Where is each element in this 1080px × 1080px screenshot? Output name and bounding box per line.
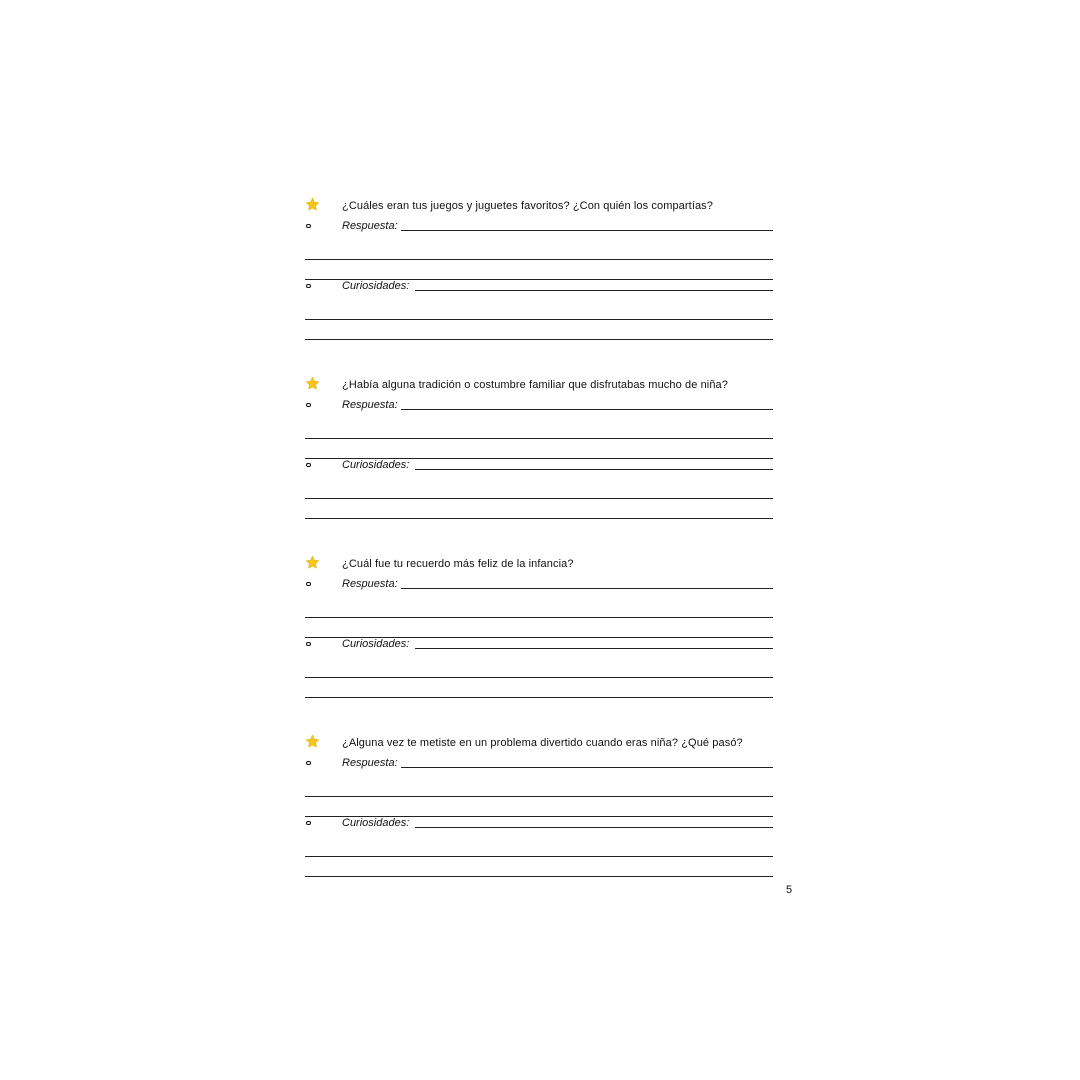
- notes-line[interactable]: [305, 499, 773, 519]
- notes-line[interactable]: [305, 479, 773, 499]
- answer-field-row[interactable]: [305, 399, 773, 419]
- star-icon: [305, 734, 320, 749]
- answer-label: Respuesta:: [342, 399, 398, 411]
- bullet-icon: [306, 403, 311, 407]
- star-icon: [305, 555, 320, 570]
- question-row: [305, 558, 773, 578]
- question-section-1: [305, 200, 773, 340]
- question-row: [305, 737, 773, 757]
- notes-label: Curiosidades:: [342, 817, 410, 829]
- notes-line[interactable]: [305, 300, 773, 320]
- question-text: ¿Cuál fue tu recuerdo más feliz de la infancia?: [342, 558, 574, 570]
- answer-label: Respuesta:: [342, 578, 398, 590]
- notes-label: Curiosidades:: [342, 280, 410, 292]
- notes-line[interactable]: [305, 857, 773, 877]
- notes-line[interactable]: [305, 320, 773, 340]
- answer-first-line[interactable]: [401, 230, 773, 231]
- notes-field-row[interactable]: [305, 817, 773, 837]
- notes-label: Curiosidades:: [342, 638, 410, 650]
- answer-field-row[interactable]: [305, 220, 773, 240]
- bullet-icon: [306, 761, 311, 765]
- answer-field-row[interactable]: [305, 757, 773, 777]
- answer-line[interactable]: [305, 419, 773, 439]
- notes-field-row[interactable]: [305, 459, 773, 479]
- answer-first-line[interactable]: [401, 767, 773, 768]
- star-icon: [305, 376, 320, 391]
- question-row: [305, 200, 773, 220]
- question-section-2: [305, 379, 773, 519]
- bullet-icon: [306, 284, 311, 288]
- notes-line[interactable]: [305, 658, 773, 678]
- bullet-icon: [306, 642, 311, 646]
- answer-first-line[interactable]: [401, 588, 773, 589]
- notes-first-line[interactable]: [415, 648, 773, 649]
- notes-first-line[interactable]: [415, 290, 773, 291]
- star-icon: [305, 197, 320, 212]
- answer-line[interactable]: [305, 618, 773, 638]
- bullet-icon: [306, 463, 311, 467]
- question-section-3: [305, 558, 773, 698]
- answer-label: Respuesta:: [342, 757, 398, 769]
- question-text: ¿Alguna vez te metiste en un problema divertido cuando eras niña? ¿Qué pasó?: [342, 737, 743, 749]
- answer-line[interactable]: [305, 797, 773, 817]
- bullet-icon: [306, 821, 311, 825]
- answer-line[interactable]: [305, 439, 773, 459]
- notes-line[interactable]: [305, 837, 773, 857]
- notes-first-line[interactable]: [415, 469, 773, 470]
- answer-line[interactable]: [305, 240, 773, 260]
- answer-first-line[interactable]: [401, 409, 773, 410]
- answer-line[interactable]: [305, 598, 773, 618]
- notes-field-row[interactable]: [305, 280, 773, 300]
- answer-line[interactable]: [305, 777, 773, 797]
- notes-first-line[interactable]: [415, 827, 773, 828]
- notes-line[interactable]: [305, 678, 773, 698]
- page-number: 5: [786, 884, 793, 896]
- question-text: ¿Había alguna tradición o costumbre familiar que disfrutabas mucho de niña?: [342, 379, 728, 391]
- bullet-icon: [306, 224, 311, 228]
- notes-label: Curiosidades:: [342, 459, 410, 471]
- answer-field-row[interactable]: [305, 578, 773, 598]
- question-row: [305, 379, 773, 399]
- answer-label: Respuesta:: [342, 220, 398, 232]
- answer-line[interactable]: [305, 260, 773, 280]
- bullet-icon: [306, 582, 311, 586]
- question-section-4: [305, 737, 773, 877]
- question-text: ¿Cuáles eran tus juegos y juguetes favoritos? ¿Con quién los compartías?: [342, 200, 714, 212]
- notes-field-row[interactable]: [305, 638, 773, 658]
